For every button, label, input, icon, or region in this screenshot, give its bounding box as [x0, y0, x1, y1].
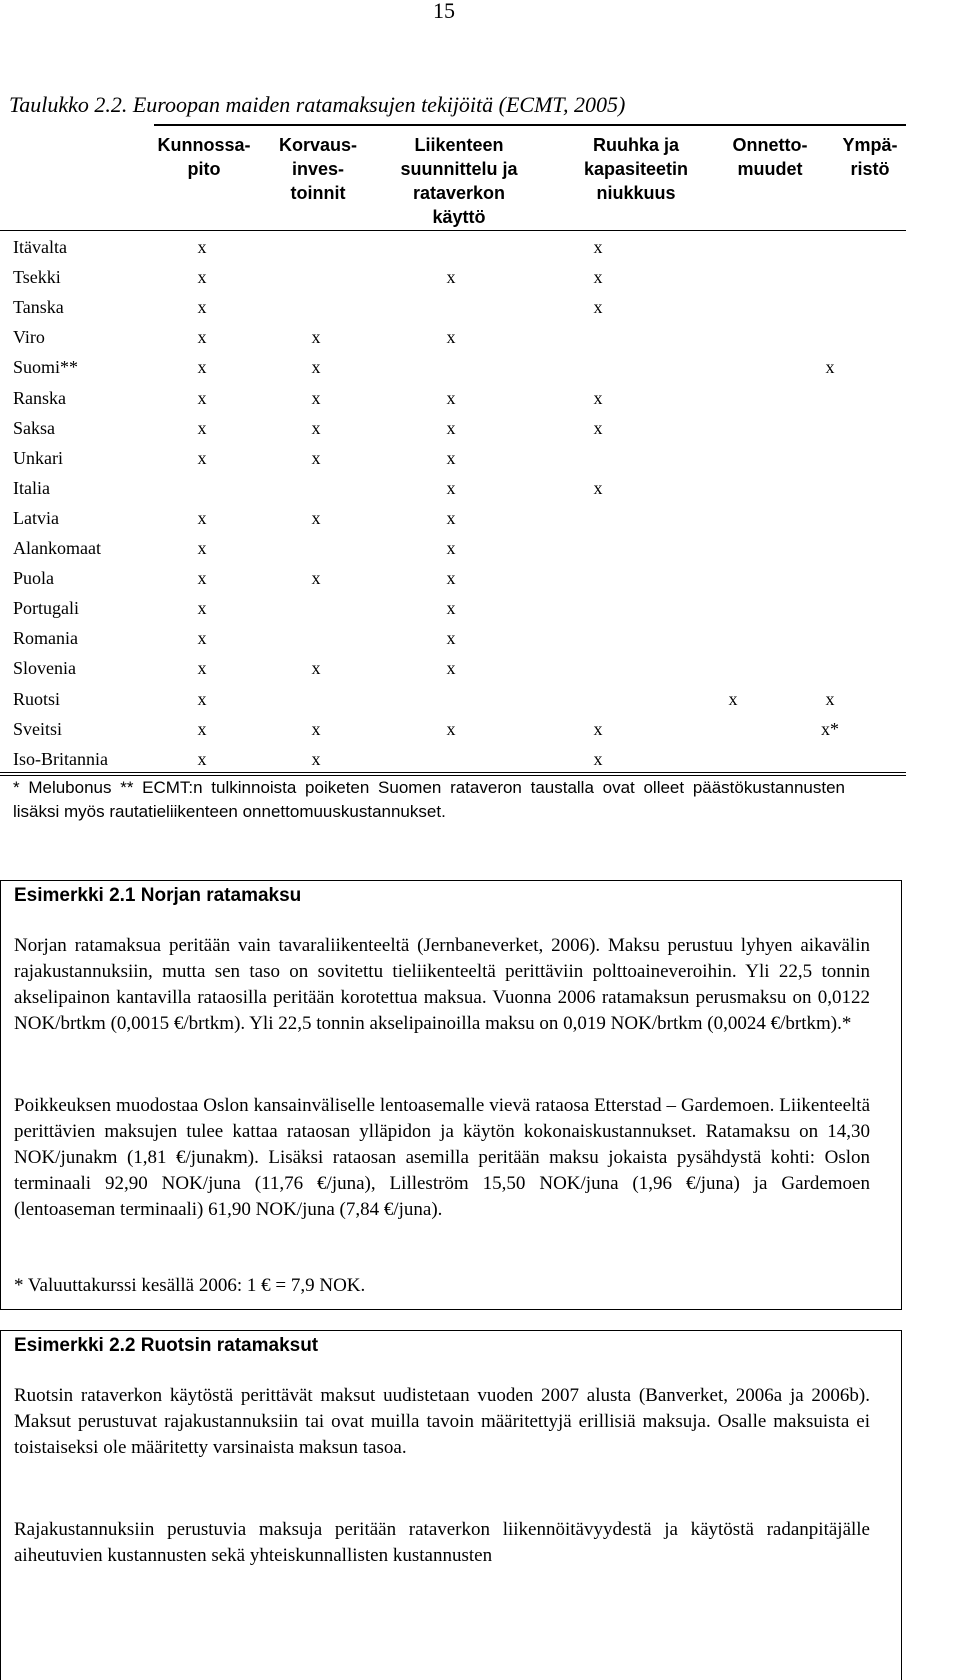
- table-cell-mark: x: [311, 507, 321, 528]
- table-cell-mark: x: [197, 598, 207, 619]
- page-number: 15: [433, 0, 455, 23]
- row-country-name: Viro: [13, 327, 45, 348]
- example-title: Esimerkki 2.1 Norjan ratamaksu: [14, 885, 302, 906]
- table-row: [0, 715, 906, 745]
- table-cell-mark: x: [197, 718, 207, 739]
- table-cell-mark: x: [311, 387, 321, 408]
- table-cell-mark: x: [311, 658, 321, 679]
- table-cell-mark: x: [197, 417, 207, 438]
- table-cell-mark: x: [446, 267, 456, 288]
- table-cell-mark: x: [446, 538, 456, 558]
- table-row: [0, 474, 906, 504]
- row-country-name: Sveitsi: [13, 718, 63, 739]
- table-cell-mark: x: [446, 568, 456, 589]
- table-row: [0, 293, 906, 323]
- example-paragraph: Rajakustannuksiin perustuvia maksuja peritään rataverkon liikennöitävyydestä ja käytöstä radanpitäjälle aiheutuvien kustannusten sekä yhteiskunnallisten kustannusten: [14, 1519, 870, 1566]
- row-country-name: Puola: [13, 568, 55, 589]
- row-country-name: Tanska: [13, 297, 64, 318]
- table-cell-mark: x: [197, 748, 207, 769]
- table-cell-mark: x: [197, 237, 207, 257]
- column-header-kunnossapito: Kunnossa- pito: [157, 135, 251, 179]
- table-row: [0, 233, 906, 263]
- table-row: [0, 534, 906, 564]
- table-cell-mark: x: [197, 568, 207, 589]
- example-paragraph: Ruotsin rataverkon käytöstä perittävät maksut uudistetaan vuoden 2007 alusta (Banverket, 2006a ja 2006b). Maksut perustuvat rajakustannuksiin tai ovat muilla tavoin määritettyjä erillisiä maksuja. Osalle maksuista ei toistaiseksi ole määritetty varsinaista maksun tasoa.: [14, 1385, 870, 1458]
- table-cell-mark: x*: [821, 718, 839, 739]
- table-row: [0, 384, 906, 414]
- table-footnote: * Melubonus ** ECMT:n tulkinnoista poiketen Suomen rataveron taustalla ovat olleet päästökustannusten lisäksi myös rautatieliikenteen onnettomuuskustannukset.: [13, 778, 845, 821]
- table-header-rule: [0, 230, 906, 231]
- row-country-name: Unkari: [13, 447, 63, 468]
- table-cell-mark: x: [197, 387, 207, 408]
- table-cell-mark: x: [593, 748, 603, 769]
- row-country-name: Latvia: [13, 507, 59, 528]
- table-cell-mark: x: [197, 628, 207, 649]
- example-footnote: * Valuuttakurssi kesällä 2006: 1 € = 7,9 NOK.: [14, 1275, 366, 1296]
- column-header-liikenteen-suunnittelu: Liikenteen suunnittelu ja rataverkon käyttö: [400, 135, 518, 227]
- example-paragraph: Norjan ratamaksua peritään vain tavaraliikenteeltä (Jernbaneverket, 2006). Maksu perustuu lyhyen aikavälin rajakustannuksiin, mutta sen taso on sovitettu tieliikenteeltä perittäviin polttoaineveroihin. Yli 22,5 tonnin akselipainon kantavilla rataosilla peritään korotettua maksua. Vuonna 2006 ratamaksun perusmaksu on 0,0122 NOK/brtkm (0,0015 €/brtkm). Yli 22,5 tonnin akselipainoilla maksu on 0,019 NOK/brtkm (0,0024 €/brtkm).*: [14, 935, 870, 1034]
- example-paragraph: Poikkeuksen muodostaa Oslon kansainväliselle lentoasemalle vievä rataosa Etterstad – Gardemoen. Liikenteeltä perittävien maksujen tulee kattaa rataosan ylläpidon ja käytön kokonaiskustannukset. Ratamaksu on 14,30 NOK/junakm (1,81 €/junakm). Lisäksi rataosan asemilla peritään maksu jokaista pysähdystä kohti: Oslon terminaali 92,90 NOK/juna (11,76 €/juna), Lilleström 15,50 NOK/juna (1,96 €/juna) ja Gardemoen (lentoaseman terminaali) 61,90 NOK/juna (7,84 €/juna).: [14, 1095, 870, 1220]
- table-cell-mark: x: [446, 417, 456, 438]
- column-header-ruuhka: Ruuhka ja kapasiteetin niukkuus: [583, 135, 689, 203]
- row-country-name: Itävalta: [13, 237, 67, 257]
- row-country-name: Slovenia: [13, 658, 76, 679]
- table-cell-mark: x: [197, 538, 207, 558]
- table-cell-mark: x: [446, 628, 456, 649]
- column-header-ymparisto: Ympä- ristö: [842, 135, 898, 179]
- table-cell-mark: x: [446, 327, 456, 348]
- table-row: [0, 263, 906, 293]
- table-cell-mark: x: [311, 327, 321, 348]
- table-cell-mark: x: [728, 688, 738, 709]
- example-title: Esimerkki 2.2 Ruotsin ratamaksut: [14, 1335, 319, 1356]
- table-cell-mark: x: [311, 748, 321, 769]
- row-country-name: Saksa: [13, 417, 55, 438]
- table-cell-mark: x: [446, 477, 456, 498]
- table-cell-mark: x: [593, 718, 603, 739]
- table-cell-mark: x: [197, 507, 207, 528]
- table-cell-mark: x: [311, 357, 321, 378]
- row-country-name: Italia: [13, 477, 50, 498]
- table-cell-mark: x: [311, 718, 321, 739]
- row-country-name: Iso-Britannia: [13, 748, 108, 769]
- table-row: [0, 654, 906, 684]
- row-country-name: Ruotsi: [13, 688, 61, 709]
- table-cell-mark: x: [593, 387, 603, 408]
- table-row: [0, 444, 906, 474]
- row-country-name: Ranska: [13, 387, 66, 408]
- row-country-name: Suomi**: [13, 357, 79, 378]
- table-row: [0, 564, 906, 594]
- table-cell-mark: x: [593, 267, 603, 288]
- table-row: [0, 323, 906, 353]
- table-cell-mark: x: [446, 507, 456, 528]
- table-row: [0, 353, 906, 383]
- table-cell-mark: x: [197, 658, 207, 679]
- row-country-name: Romania: [13, 628, 78, 649]
- table-cell-mark: x: [446, 598, 456, 619]
- row-country-name: Alankomaat: [13, 538, 101, 558]
- row-country-name: Portugali: [13, 598, 79, 619]
- table-row: [0, 414, 906, 444]
- table-cell-mark: x: [825, 688, 835, 709]
- table-top-rule: [154, 124, 906, 126]
- table-cell-mark: x: [593, 237, 603, 257]
- table-cell-mark: x: [197, 327, 207, 348]
- table-cell-mark: x: [311, 417, 321, 438]
- table-cell-mark: x: [825, 357, 835, 378]
- table-row: [0, 504, 906, 534]
- table-cell-mark: x: [197, 688, 207, 709]
- table-cell-mark: x: [593, 477, 603, 498]
- table-cell-mark: x: [197, 357, 207, 378]
- table-cell-mark: x: [593, 297, 603, 318]
- table-cell-mark: x: [446, 658, 456, 679]
- table-cell-mark: x: [197, 447, 207, 468]
- table-cell-mark: x: [197, 267, 207, 288]
- table-row: [0, 624, 906, 654]
- table-cell-mark: x: [446, 447, 456, 468]
- table-caption: Taulukko 2.2. Euroopan maiden ratamaksujen tekijöitä (ECMT, 2005): [9, 92, 626, 117]
- table-row: [0, 594, 906, 624]
- table-cell-mark: x: [311, 568, 321, 589]
- table-cell-mark: x: [446, 718, 456, 739]
- table-cell-mark: x: [197, 297, 207, 318]
- example-box-sweden: [0, 1330, 902, 1680]
- column-header-korvausinvestoinnit: Korvaus- inves- toinnit: [278, 135, 358, 203]
- table-cell-mark: x: [446, 387, 456, 408]
- row-country-name: Tsekki: [13, 267, 61, 288]
- table-row: [0, 745, 906, 775]
- table-cell-mark: x: [311, 447, 321, 468]
- table-bottom-rule: [0, 772, 906, 773]
- column-header-onnettomuudet: Onnetto- muudet: [732, 135, 808, 179]
- table-cell-mark: x: [593, 417, 603, 438]
- example-box-norway: [0, 880, 902, 1310]
- table-row: [0, 685, 906, 715]
